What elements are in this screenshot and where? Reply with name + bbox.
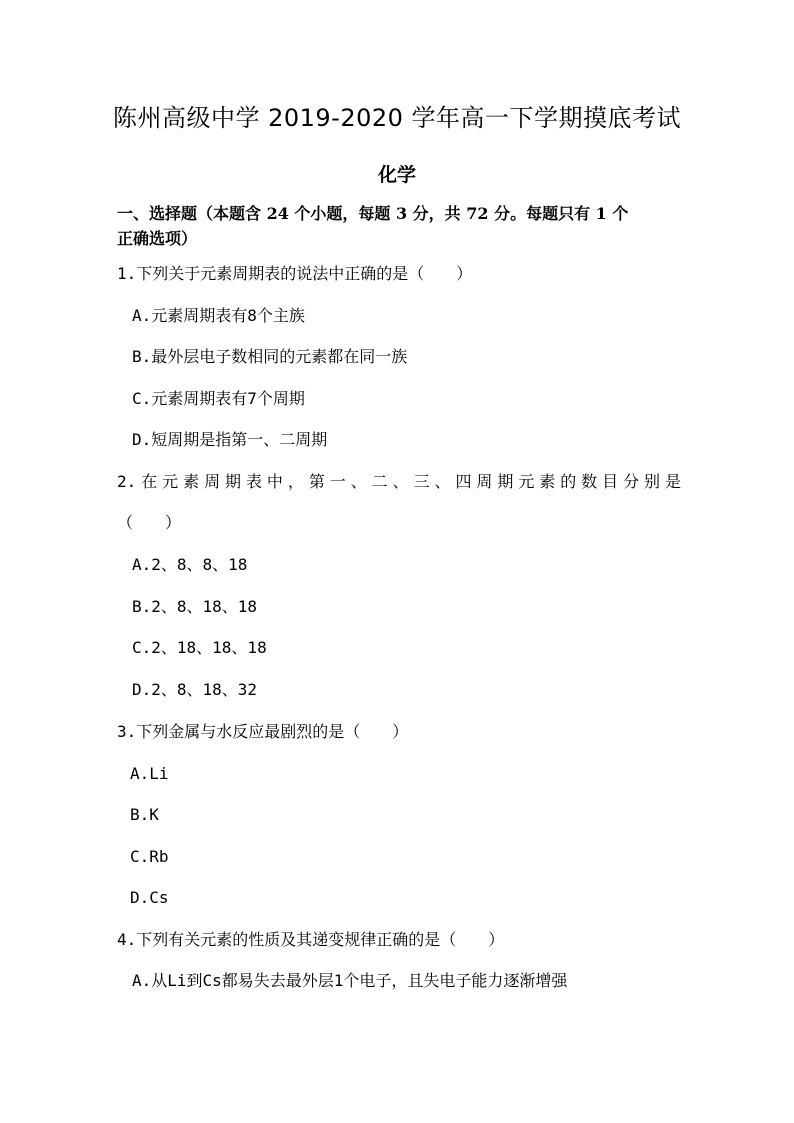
question-1-option-c: C.元素周期表有7个周期 <box>132 389 305 408</box>
question-2-option-c: C.2、18、18、18 <box>132 638 267 657</box>
question-1-option-d: D.短周期是指第一、二周期 <box>132 430 328 449</box>
question-1-stem: 1.下列关于元素周期表的说法中正确的是（ ） <box>117 264 473 283</box>
section-instructions <box>117 201 687 251</box>
question-2-option-d: D.2、8、18、32 <box>132 680 258 699</box>
question-4-stem: 4.下列有关元素的性质及其递变规律正确的是（ ） <box>117 930 505 949</box>
question-2-option-a: A.2、8、8、18 <box>132 555 248 574</box>
question-3-option-a: A.Li <box>130 764 169 783</box>
section-instructions-line-1: 一、选择题（本题含 24 个小题，每题 3 分，共 72 分。每题只有 1 个 <box>117 204 629 223</box>
section-instructions-line-2: 正确选项） <box>117 229 198 248</box>
question-3-option-d: D.Cs <box>130 888 169 907</box>
question-2-stem-continuation: （ ） <box>117 513 182 532</box>
subject-heading: 化学 <box>377 164 416 186</box>
exam-title: 陈州高级中学 2019-2020 学年高一下学期摸底考试 <box>112 104 682 132</box>
question-2-stem: 2.在元素周期表中，第一、二、三、四周期元素的数目分别是 <box>117 472 681 491</box>
question-1-option-a: A.元素周期表有8个主族 <box>132 306 305 325</box>
question-3-option-b: B.K <box>130 805 159 824</box>
question-4-option-a: A.从Li到Cs都易失去最外层1个电子，且失电子能力逐渐增强 <box>132 971 568 990</box>
question-3-stem: 3.下列金属与水反应最剧烈的是（ ） <box>117 722 409 741</box>
question-3-option-c: C.Rb <box>130 847 169 866</box>
question-1-option-b: B.最外层电子数相同的元素都在同一族 <box>132 347 408 366</box>
question-2-option-b: B.2、8、18、18 <box>132 597 258 616</box>
